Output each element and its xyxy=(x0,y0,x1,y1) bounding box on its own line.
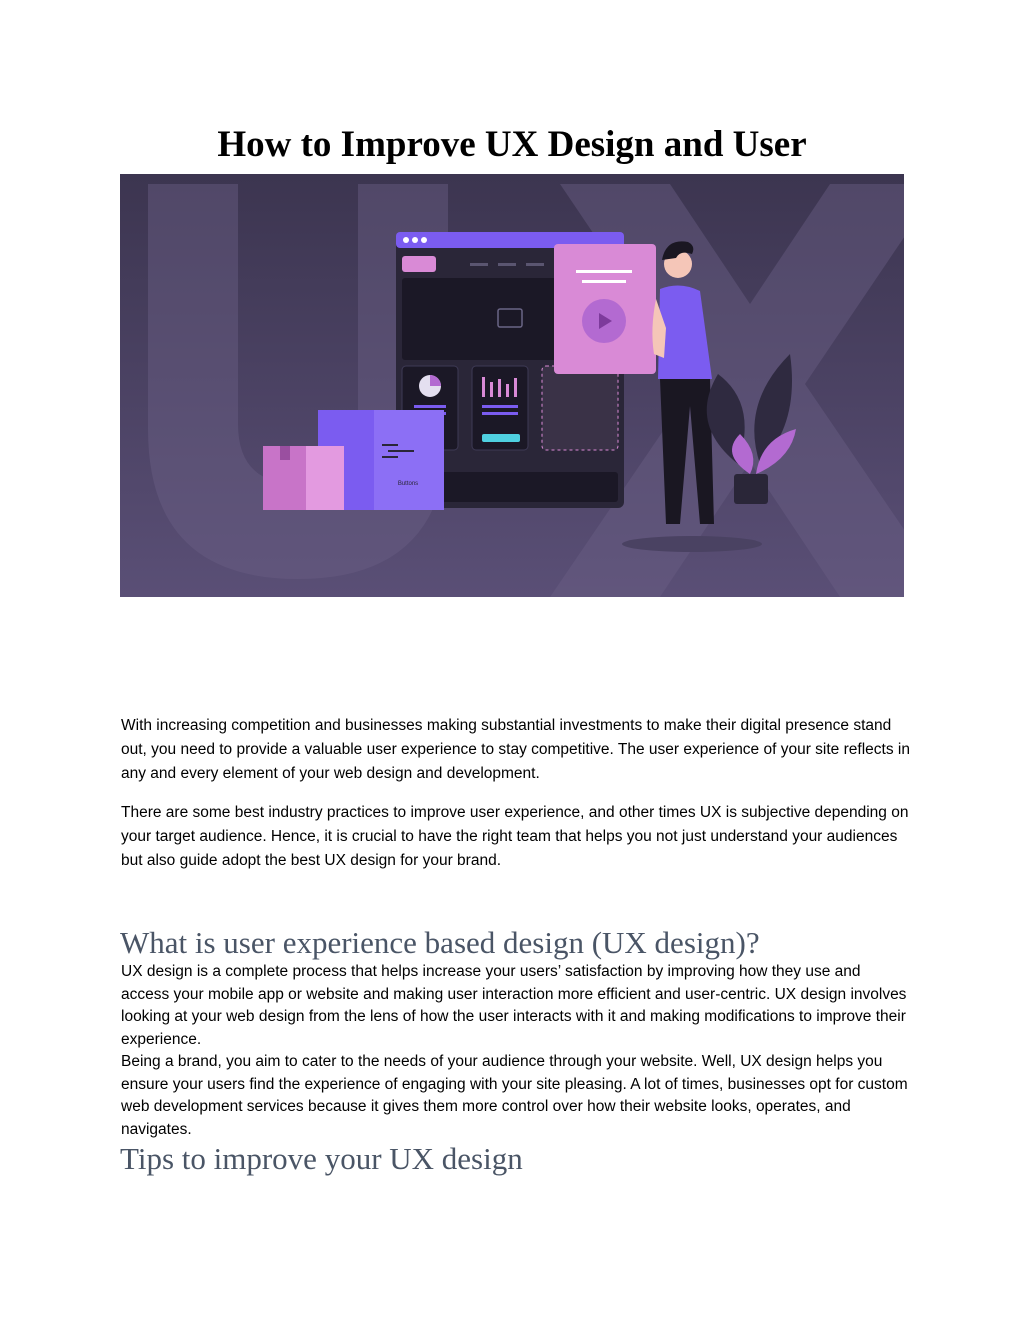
section-heading-tips: Tips to improve your UX design xyxy=(120,1141,523,1176)
intro-paragraph-1: With increasing competition and businesses making substantial investments to make their digital presence stand out, you need to provide a valuable user experience to stay competitive. The user experience of your site reflects in any and every element of your web design and development. xyxy=(121,717,910,782)
section1-paragraph-2: Being a brand, you aim to cater to the needs of your audience through your website. Well, UX design helps you ensure your users find the experience of engaging with your site pleasing. A lot of times, businesses opt for custom web development services because it gives them more control over how their website looks, operates, and navigates. xyxy=(121,1053,908,1138)
section1-paragraph-1: UX design is a complete process that helps increase your users’ satisfaction by improving how they use and access your mobile app or website and making user interaction more efficient and user-centric. UX design involves looking at your web design from the lens of how the user interacts with it and making modifications to improve their experience. xyxy=(121,963,907,1048)
hero-illustration xyxy=(120,174,904,597)
media-card xyxy=(554,244,656,374)
intro-paragraph-2: There are some best industry practices to improve user experience, and other times UX is subjective depending on your target audience. Hence, it is crucial to have the right team that helps you not just understand your audiences but also guide adopt the best UX design for your brand. xyxy=(121,804,909,869)
section-heading-ux-design: What is user experience based design (UX design)? xyxy=(120,925,760,960)
box-label: Buttons xyxy=(397,481,419,487)
page-title: How to Improve UX Design and User xyxy=(217,124,807,165)
